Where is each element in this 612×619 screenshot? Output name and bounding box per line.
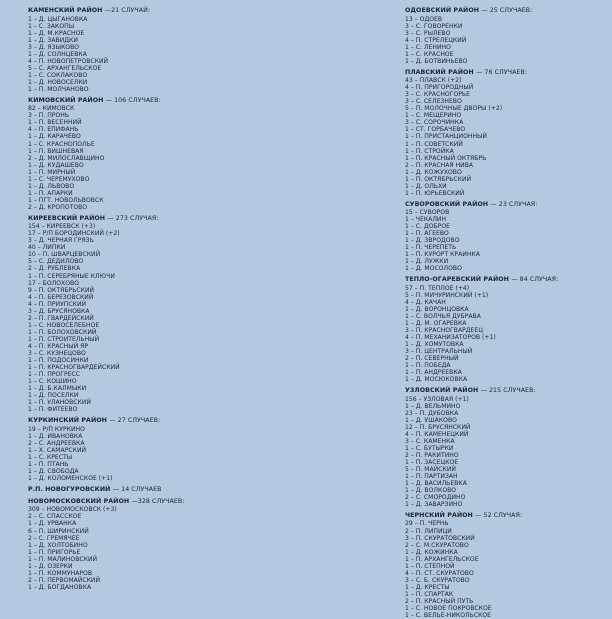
- district-block-kimovskiy-rayon: [28, 97, 388, 211]
- settlement-line: 1 – П. МОЛЧАНОВО: [28, 86, 89, 94]
- district-title: НОВОМОСКОВСКИЙ РАЙОН: [28, 497, 130, 505]
- settlement-line: 1 – Д. ВОЛКОВО: [405, 487, 457, 495]
- settlement-line: 1 – П. ЗАСЕЦКОЕ: [405, 458, 459, 466]
- district-heading: [28, 486, 388, 495]
- settlement-line: 3 – П. ЦЕНТРАЛЬНЫЙ: [405, 348, 473, 356]
- settlement-line: 1 – П. ОКТЯБРЬСКИЙ: [405, 175, 472, 183]
- settlement-line: 1 – Д. НОВОСЕЛКИ: [28, 79, 88, 87]
- settlement-line: 5 – С. ДЕДИЛОВО: [28, 258, 84, 266]
- district-title: ПЛАВСКИЙ РАЙОН: [405, 68, 474, 76]
- settlement-line: 1 – Д. УРВАНКА: [28, 520, 77, 528]
- settlement-line: 1 – П. ПРИСТАНЦИОННЫЙ: [405, 133, 487, 141]
- district-block-chernskiy-rayon: [405, 512, 610, 619]
- settlement-line: 4 – П. ЕПИФАНЬ: [28, 126, 79, 134]
- settlement-line: 1 – С. КРАСНОПОЛЬЕ: [28, 140, 95, 148]
- district-heading: [405, 387, 610, 396]
- settlement-line: 1 – Д. ЦЫГАНОВКА: [28, 15, 88, 23]
- settlement-line: 1 – Д. СОЛНЦЕВКА: [28, 50, 87, 58]
- district-title: КИРЕЕВСКИЙ РАЙОН: [28, 214, 106, 222]
- district-case-count: — 25 СЛУЧАЕВ:: [481, 7, 533, 14]
- settlement-line: 1 – Д. ХОЛТОБИНО: [28, 541, 88, 549]
- district-block-plavskiy-rayon: [405, 69, 610, 197]
- settlement-line: 1 – С. КРЕСТЫ: [28, 453, 73, 461]
- settlement-line: 1 – Д. БОТВИНЬЕВО: [405, 57, 468, 65]
- district-heading: [405, 276, 610, 285]
- settlement-line: 1 – С. НОВОСЕЛЕБНОЕ: [28, 321, 100, 329]
- settlement-line: 2 – С. АНДРЕЕВКА: [28, 439, 85, 447]
- settlement-line: 1 – П. АНДРЕЕВКА: [405, 369, 462, 377]
- settlement-line: 23 – П. ДУБОВКА: [405, 409, 459, 417]
- settlement-line: 1 – П. ЧЕРЕПЕТЬ: [405, 244, 457, 252]
- settlement-line: 1 – СТ. ГОРБАЧЕВО: [405, 126, 466, 134]
- settlement-line: 1 – П. ВЕСЕННИЙ: [28, 119, 82, 127]
- settlement-line: 2 – П. РАКИТИНО: [405, 451, 459, 459]
- district-heading: [28, 97, 388, 106]
- settlement-line: 3 – С. СЕЛЕЗНЕВО: [405, 98, 462, 106]
- settlement-line: 13 – ОДОЕВ: [405, 15, 443, 23]
- settlement-line: 5 – П. МОЛОЧНЫЕ ДВОРЫ (+2): [405, 105, 503, 113]
- settlement-line: 1 – Д. ОЛЬХИ: [405, 182, 447, 190]
- settlement-line: 1 – Д. ХОМУТОВКА: [405, 341, 464, 349]
- settlement-line: 1 – П. ПРОГРЕСС: [28, 371, 81, 379]
- settlement-line: 3 – С. КУЗНЕЦОВО: [28, 350, 86, 358]
- settlement-line: 1 – Д. ВЕЛЬМИНО: [405, 402, 461, 410]
- settlement-line: 1 – П. КОММУНАРОВ: [28, 569, 93, 577]
- settlement-line: 10 – П. ШВАРЦЕВСКИЙ: [28, 251, 101, 259]
- district-case-count: — 76 СЛУЧАЕВ:: [476, 68, 527, 76]
- settlement-line: 1 – П. КРАСНЫЙ ОКТЯБРЬ: [405, 154, 487, 162]
- settlement-line: 1 – Д. ЛУЖКИ: [405, 258, 449, 266]
- district-case-count: — 52 СЛУЧАЯ:: [475, 511, 523, 519]
- settlement-line: 5 – П. МИЧУРИНСКИЙ (+1): [405, 291, 489, 299]
- district-heading: [28, 215, 388, 224]
- district-case-count: —21 СЛУЧАЙ:: [104, 7, 151, 14]
- settlement-line: 1 – С. ЧЕРЕМУХОВО: [28, 175, 90, 183]
- settlement-line: 1 – Д. МОСЮКОВКА: [405, 376, 468, 384]
- settlement-line: 1 – П. БОЛОХОВСКИЙ: [28, 328, 97, 336]
- district-heading: [405, 7, 610, 16]
- district-case-count: — 27 СЛУЧАЕВ:: [109, 417, 161, 425]
- settlement-line: 82 – КИМОВСК: [28, 105, 75, 113]
- settlement-line: 3 – С. КРАСНОГОРЬЕ: [405, 91, 470, 99]
- district-title: СУВОРОВСКИЙ РАЙОН: [405, 200, 489, 208]
- settlement-line: 3 – П. КРАСНОГВАРДЕЕЦ: [405, 326, 483, 334]
- settlement-line: 3 – П. ПРОНЬ: [28, 112, 70, 120]
- district-case-count: — 23 СЛУЧАЯ:: [490, 200, 538, 208]
- settlement-line: 1 – С. ВЕЛЬЕ-НИКОЛЬСКОЕ: [405, 612, 492, 619]
- settlement-line: 1 – Д. ЗАВИДКИ: [28, 36, 78, 44]
- settlement-line: 1 – С. КРАСНОЕ: [405, 50, 454, 58]
- settlement-line: 4 – П. ПРИГОРОДНЫЙ: [405, 84, 474, 92]
- district-heading: [405, 201, 610, 210]
- settlement-line: 2 – Д. РУБЛЕВКА: [28, 265, 81, 273]
- settlement-line: 2 – Д. МИЛОСЛАВЩИНО: [28, 154, 105, 162]
- settlement-line: 1 – Х. САМАРСКИЙ: [28, 446, 87, 454]
- settlement-line: 12 – П. БРУСЯНСКИЙ: [405, 423, 471, 431]
- settlement-line: 19 – Р/П КУРКИНО: [28, 425, 85, 433]
- settlement-line: 309 – НОВОМОСКОВСК (+3): [28, 506, 117, 514]
- settlement-line: 1 – Д. ЛЬВОВО: [28, 182, 75, 190]
- settlement-line: 1 – П. СТЕПНОЙ: [405, 562, 455, 570]
- settlement-line: 1 – П. УЛАНОВСКИЙ: [28, 399, 91, 407]
- right-column: [405, 7, 610, 619]
- district-case-count: — 215 СЛУЧАЕВ:: [480, 386, 536, 394]
- settlement-line: 1 – С. НОВОЕ ПОКРОВСКОЕ: [405, 605, 492, 613]
- district-block-teplo-ogarevskiy-rayon: [405, 276, 610, 383]
- settlement-line: 1 – П. АРХАНГЕЛЬСКОЕ: [405, 555, 479, 563]
- district-heading: [28, 417, 388, 426]
- settlement-line: 2 – П. КРАСНАЯ НИВА: [405, 161, 474, 169]
- settlement-line: 2 – П. СЕВЕРНЫЙ: [405, 355, 459, 363]
- district-heading: [28, 498, 388, 507]
- settlement-line: 1 – С. МЕЩЕРИНО: [405, 112, 462, 120]
- settlement-line: 29 – П. ЧЕРНЬ: [405, 520, 449, 528]
- settlement-line: 1 – П. ПОБЕДА: [405, 362, 451, 370]
- district-heading: [405, 69, 610, 78]
- settlement-line: 57 – П. ТЕПЛОЕ (+4): [405, 284, 470, 292]
- settlement-line: 5 – С. АРХАНГЕЛЬСКОЕ: [28, 64, 102, 72]
- settlement-line: 40 – ЛИПКИ: [28, 244, 66, 252]
- district-title: ОДОЕВСКИЙ РАЙОН: [405, 7, 480, 14]
- settlement-line: 3 – П. СКУРАТОВСКИЙ: [405, 534, 475, 542]
- left-column: [28, 7, 388, 591]
- district-case-count: — 84 СЛУЧАЯ:: [511, 276, 559, 284]
- settlement-line: 1 – С. СОКЛАКОВО: [28, 71, 88, 79]
- settlement-line: 1 – П. СТРОИТЕЛЬНЫЙ: [28, 335, 100, 343]
- settlement-line: 1 – Д. КРЕСТЫ: [405, 583, 450, 591]
- settlement-line: 1 – П. ПОДОСИНКИ: [28, 357, 89, 365]
- settlement-line: 1 – Д. МОСОЛОВО: [405, 265, 462, 273]
- settlement-line: 1 – П. ФИТЕЕВО: [28, 406, 78, 414]
- settlement-line: 1 – П. ПАРТИЗАН: [405, 473, 458, 481]
- settlement-line: 2 – С. СПАССКОЕ: [28, 513, 82, 521]
- district-case-count: —328 СЛУЧАЕВ:: [131, 497, 185, 505]
- district-block-r-p-novogurovskiy: [28, 486, 388, 495]
- settlement-line: 1 – Д. Б.КАЛМЫКИ: [28, 385, 87, 393]
- settlement-line: 156 – УЗЛОВАЯ (+1): [405, 395, 469, 403]
- settlement-line: 1 – Д. КОЖУХОВО: [405, 168, 462, 176]
- district-title: КУРКИНСКИЙ РАЙОН: [28, 417, 107, 425]
- district-block-novomoskovskiy-rayon: [28, 498, 388, 591]
- settlement-line: 1 – Д. БОГДАНОВКА: [28, 583, 92, 591]
- settlement-line: 1 – С. ВОЛЧЬЯ ДУБРАВА: [405, 312, 481, 320]
- settlement-line: 3 – С. СОРОЧИНКА: [405, 119, 464, 127]
- settlement-line: 2 – С. М.СКУРАТОВО: [405, 541, 469, 549]
- settlement-line: 1 – П. АГЕЕВО: [405, 230, 449, 238]
- settlement-line: 3 – С. Б. СКУРАТОВО: [405, 576, 470, 584]
- settlement-line: 4 – П. НОВОПЕТРОВСКИЙ: [28, 57, 109, 65]
- settlement-line: 4 – П. КАМЕНЕЦКИЙ: [405, 430, 469, 438]
- district-title: КАМЕНСКИЙ РАЙОН: [28, 7, 103, 14]
- district-title: ТЕПЛО-ОГАРЕВСКИЙ РАЙОН: [405, 276, 509, 284]
- settlement-line: 4 – П. СТРЕЛЕЦКИЙ: [405, 36, 467, 44]
- settlement-line: 1 – П. ПРИГОРЬЕ: [28, 548, 81, 556]
- settlement-line: 1 – С. БУТЫРКИ: [405, 444, 454, 452]
- settlement-line: 2 – Д. КРОПОТОВО: [28, 203, 88, 211]
- settlement-line: 1 – Д. КОЖИНКА: [405, 548, 458, 556]
- district-block-kurkinskiy-rayon: [28, 417, 388, 482]
- settlement-line: 1 – П. ПТАНЬ: [28, 460, 69, 468]
- settlement-line: 1 – Д. М. ОГАРЕВКА: [405, 319, 467, 327]
- settlement-line: 9 – П. ОКТЯБРЬСКИЙ: [28, 286, 95, 294]
- settlement-line: 1 – Д. КАРАЧЕВО: [28, 133, 81, 141]
- settlement-line: 4 – П. ПРИУПСКИЙ: [28, 300, 87, 308]
- settlement-line: 3 – С. ГОВОРЕНКИ: [405, 22, 463, 30]
- settlement-line: 2 – С. ГРЕМЯЧЕЕ: [28, 534, 80, 542]
- district-title: ЧЕРНСКИЙ РАЙОН: [405, 511, 473, 519]
- settlement-line: 1 – П. ВИШНЕВАЯ: [28, 147, 84, 155]
- settlement-line: 3 – С. РЫЛЕВО: [405, 29, 451, 37]
- settlement-line: 1 – С. ДОБРОЕ: [405, 223, 450, 231]
- settlement-line: 1 – С. ЛЕНИНО: [405, 43, 451, 51]
- settlement-line: 1 – П. СПАРТАК: [405, 590, 454, 598]
- settlement-line: 1 – П. СОВЕТСКИЙ: [405, 140, 463, 148]
- settlement-line: 6 – П. ШИРИНСКИЙ: [28, 527, 89, 535]
- settlement-line: 4 – П. КРАСНЫЙ ЯР: [28, 342, 89, 350]
- settlement-line: 1 – Д. ВОРОНЦОВКА: [405, 305, 469, 313]
- district-heading: [28, 7, 388, 16]
- settlement-line: 1 – П. КРАСНОГВАРДЕЙСКИЙ: [28, 364, 120, 372]
- settlement-line: 4 – П. СТ. СКУРАТОВО: [405, 569, 474, 577]
- settlement-line: 2 – П. КРАСНЫЙ ПУТЬ: [405, 598, 474, 605]
- settlement-line: 17 – БОЛОХОВО: [28, 279, 79, 287]
- settlement-line: 2 – П. ПЕРВОМАЙСКИЙ: [28, 576, 101, 584]
- settlement-line: 3 – Д. ЧЕРНАЯ ГРЯЗЬ: [28, 237, 94, 245]
- settlement-line: 1 – Д. ОЗЕРКИ: [28, 562, 73, 570]
- settlement-line: 2 – П. ГВАРДЕЙСКИЙ: [28, 314, 94, 322]
- settlement-line: 1 – П. СТРОЙКА: [405, 147, 454, 155]
- settlement-line: 1 – Д. КУДАШЕВО: [28, 161, 84, 169]
- settlement-line: 15 – СУВОРОВ: [405, 209, 450, 217]
- district-block-kireevskiy-rayon: [28, 215, 388, 414]
- settlement-line: 1 – Д. ВАСИЛЬЕВКА: [405, 480, 467, 488]
- settlement-line: 1 – Д. ЗАВАРЗИНО: [405, 501, 463, 509]
- settlement-line: 4 – П. БЕРЕЗОВСКИЙ: [28, 293, 94, 301]
- settlement-line: 1 – П. КУРОРТ КРАИНКА: [405, 251, 480, 259]
- settlement-line: 1 – Д. М.КРАСНОЕ: [28, 29, 85, 37]
- settlement-line: 5 – П. МАЙСКИЙ: [405, 466, 456, 474]
- settlement-line: 1 – ЧЕКАЛИН: [405, 216, 447, 224]
- settlement-line: 1 – Д. УШАКОВО: [405, 416, 457, 424]
- district-block-kamenskiy-rayon: [28, 7, 388, 93]
- district-case-count: — 106 СЛУЧАЕВ:: [105, 96, 161, 104]
- district-title: Р.П. НОВОГУРОВСКИЙ: [28, 485, 111, 493]
- settlement-line: 1 – С. ЗАКОПЫ: [28, 22, 75, 30]
- settlement-line: 2 – П. ЛИПИЦИ: [405, 527, 452, 535]
- district-block-odoevskiy-rayon: [405, 7, 610, 65]
- settlement-line: 4 – П. МЕХАНИЗАТОРОВ (+1): [405, 334, 496, 342]
- district-title: КИМОВСКИЙ РАЙОН: [28, 96, 104, 104]
- settlement-line: 1 – Д. ЗВРОДОВО: [405, 237, 460, 245]
- settlement-line: 1 – С. КОШИНО: [28, 378, 77, 386]
- settlement-line: 1 – Д. КОЛОМЕНСКОЕ (+1): [28, 474, 113, 482]
- settlement-line: 43 – ПЛАВСК (+2): [405, 77, 462, 85]
- settlement-line: 3 – Д. ЯЗЫКОВО: [28, 43, 80, 51]
- settlement-line: 2 – С. СМОРОДИНО: [405, 494, 466, 502]
- settlement-line: 3 – С. КАМЕНКА: [405, 437, 455, 445]
- settlement-line: 1 – П. МАЛИНОВСКИЙ: [28, 555, 98, 563]
- settlement-line: 1 – П. МИРНЫЙ: [28, 168, 76, 176]
- settlement-line: 3 – Д. БРУСЯНОВКА: [28, 307, 90, 315]
- settlement-line: 1 – ПГТ. НОВОЛЬВОВСК: [28, 196, 104, 204]
- settlement-line: 154 – КИРЕЕВСК (+3): [28, 223, 96, 231]
- district-case-count: — 14 СЛУЧАЕВ: [112, 485, 162, 493]
- settlement-line: 1 – Д. ПОСЕЛКИ: [28, 392, 79, 400]
- settlement-line: 1 – П. АПАРКИ: [28, 189, 73, 197]
- settlement-line: 1 – П. ЮРЬЕВСКИЙ: [405, 189, 465, 197]
- settlement-line: 4 – Д. КАЧАН: [405, 298, 446, 306]
- district-title: УЗЛОВСКИЙ РАЙОН: [405, 386, 479, 394]
- district-case-count: — 273 СЛУЧАЯ:: [107, 214, 159, 222]
- settlement-line: 17 – Р/П БОРОДИНСКИЙ (+2): [28, 230, 120, 238]
- district-block-uzlovskiy-rayon: [405, 387, 610, 508]
- settlement-line: 1 – П. СЕРЕБРЯНЫЕ КЛЮЧИ: [28, 272, 115, 280]
- district-heading: [405, 512, 610, 521]
- settlement-line: 1 – Д. ИВАНОВКА: [28, 432, 83, 440]
- district-block-suvorovskiy-rayon: [405, 201, 610, 273]
- settlement-line: 1 – Д. СВОБОДА: [28, 467, 79, 475]
